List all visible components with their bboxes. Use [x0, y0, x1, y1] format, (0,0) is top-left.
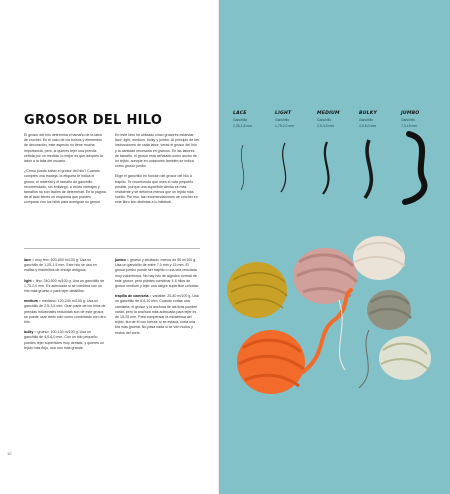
- strand-lace: [241, 145, 244, 190]
- definition-jumbo: [115, 258, 199, 289]
- gauge-name: JUMBO: [401, 111, 420, 116]
- definition-text: = muy fino: 600-800 m/100 g. Usa un ganchillo de 1,25-1,5 mm. Este hilo se usa en mallas y mantelitos de encaje antiguos.: [24, 258, 97, 273]
- intro-paragraph: En este libro he utilizado cinco grosores estándar: lace, light, medium, bulky y jumbo. Al principio de las instrucciones de cada labor, verás el grosor del hilo y la cantidad necesaria en gramos. En las labores de tamaño, el grosor está señalado como ancho de un tejido, aunque en ocasiones también se indica como grosor jumbo.: [115, 133, 199, 169]
- definition-text: = grueso: 100-130 m/100 g. Usa un ganchillo de 4,0-6,0 mm. Con un hilo pequeño puedes tejer superficies muy densas, y quieres un tejido más flojo, usa uno más grande.: [24, 330, 104, 350]
- gauge-hook-label: Ganchillo: [233, 118, 248, 122]
- definitions-column-right: [115, 258, 199, 341]
- definition-text: = variable: 20-40 m/100 g. Usa un ganchillo de 5,0-10 mm. Cuando cortas una camiseta, el grosor y la anchura de las tiras pueden variar, pero la anchura más adecuada para tejer es de 15-25 mm. Para compensar la escabrosa del tejido, tira de él con fuerza; si se estaca, corta una tira más gruesa. No pasa nada si se ven nudos y restos del corte.: [115, 294, 199, 335]
- definition-term: jumbo: [115, 258, 126, 262]
- definition-term: lace: [24, 258, 31, 262]
- gauge-name: LACE: [233, 111, 247, 116]
- gauge-name: MEDIUM: [317, 111, 340, 116]
- definition-term: light: [24, 278, 32, 283]
- definition-medium: [24, 299, 106, 325]
- definition-light: [24, 279, 106, 295]
- strand-light: [281, 143, 286, 192]
- definition-tshirt-yarn: [115, 294, 199, 336]
- intro-paragraph: ¿Cómo puedo saber el grosor del hilo? Cuando compres una madeja, la etiqueta te indica el grosor, el material y el tamaño de ganchillo recomendado; sin embargo, a veces metrajes y tamaños no son fáciles de determinar. En la página de al lado tienes un esquema que puedes comparar con los hilos para averiguar su grosor.: [24, 169, 106, 205]
- loose-grey-strand: [359, 330, 369, 388]
- gauge-name: LIGHT: [275, 111, 292, 116]
- intro-column-right: [115, 133, 199, 211]
- page-title: GROSOR DEL HILO: [24, 113, 163, 128]
- definitions-column-left: [24, 258, 106, 356]
- definition-text: = grueso y abultado: menos de 50 m/100 g. Usa un ganchillo de entre 7,0 mm y 15 mm. El grosor jumbo puede ser trapillo o una tela reciclada muy voluminosa. No hay hilo de algodón normal de este grosor, pero puedes combinar 4-6 hilos de grosor medium y tejer una alegre superficie colorida.: [115, 258, 199, 289]
- definition-text: = mediano: 120-240 m/100 g. Usa un ganchillo de 2,5-3,5 mm. Gran parte de los hilos de prendas industriales reducidas son de este grosor, se puede usar tanto solo como combinado con otro hilo.: [24, 299, 106, 325]
- gauge-name: BULKY: [359, 111, 378, 116]
- definition-text: = fino: 240-500 m/100 g. Usa un ganchillo de 1,75-2,0 mm. Es adecuado si se combina con un hilo más grueso o para tejer detallitos.: [24, 278, 105, 294]
- gauge-hook-label: Ganchillo: [401, 118, 416, 122]
- yarn-illustration: [219, 0, 450, 494]
- left-page: [0, 0, 219, 494]
- gauge-hook-size: 1,75-2,0 mm: [275, 124, 295, 129]
- gauge-hook-label: Ganchillo: [317, 118, 332, 122]
- page-number: 10: [7, 451, 12, 456]
- right-page: [219, 0, 450, 494]
- intro-column-left: [24, 133, 106, 211]
- strand-medium: [323, 142, 329, 194]
- definition-term: bulky: [24, 330, 34, 335]
- gauge-hook-label: Ganchillo: [275, 118, 290, 122]
- intro-paragraph: El grosor del hilo determina el tamaño de la labor de crochet. En el caso de los bolsos y elementos de decoración, este aspecto no tiene mucha importancia, pero, si quieres tejer una prenda ceñida por un medida, lo mejor es que adoptes la labor a la talla del usuario.: [24, 133, 103, 164]
- intro-paragraph: Elige el ganchillo en función del grosor del hilo a trapillo. Te recomiendo que uses el más pequeño posible, porque una superficie densa es más resistente y se deforma menos que un tejido más suelto. Por eso, las recomendaciones de crochet en este libro son distintas a lo habitual.: [115, 174, 198, 205]
- yarn-ball-green-white: [379, 336, 431, 380]
- definition-lace: [24, 258, 106, 274]
- definition-term: trapillo de camiseta: [115, 294, 149, 299]
- section-divider: [24, 248, 200, 249]
- gauge-hook-size: 1,25-1,5 mm: [233, 124, 253, 129]
- gauge-hook-label: Ganchillo: [359, 118, 374, 122]
- definition-bulky: [24, 330, 106, 351]
- strand-bulky: [365, 140, 371, 198]
- gauge-hook-size: 7,0-15 mm: [401, 124, 418, 129]
- gauge-hook-size: 4,0-6,0 mm: [359, 124, 377, 129]
- gauge-hook-size: 2,5-3,5 mm: [317, 124, 335, 129]
- definition-term: medium: [24, 299, 38, 304]
- strand-jumbo: [405, 134, 424, 202]
